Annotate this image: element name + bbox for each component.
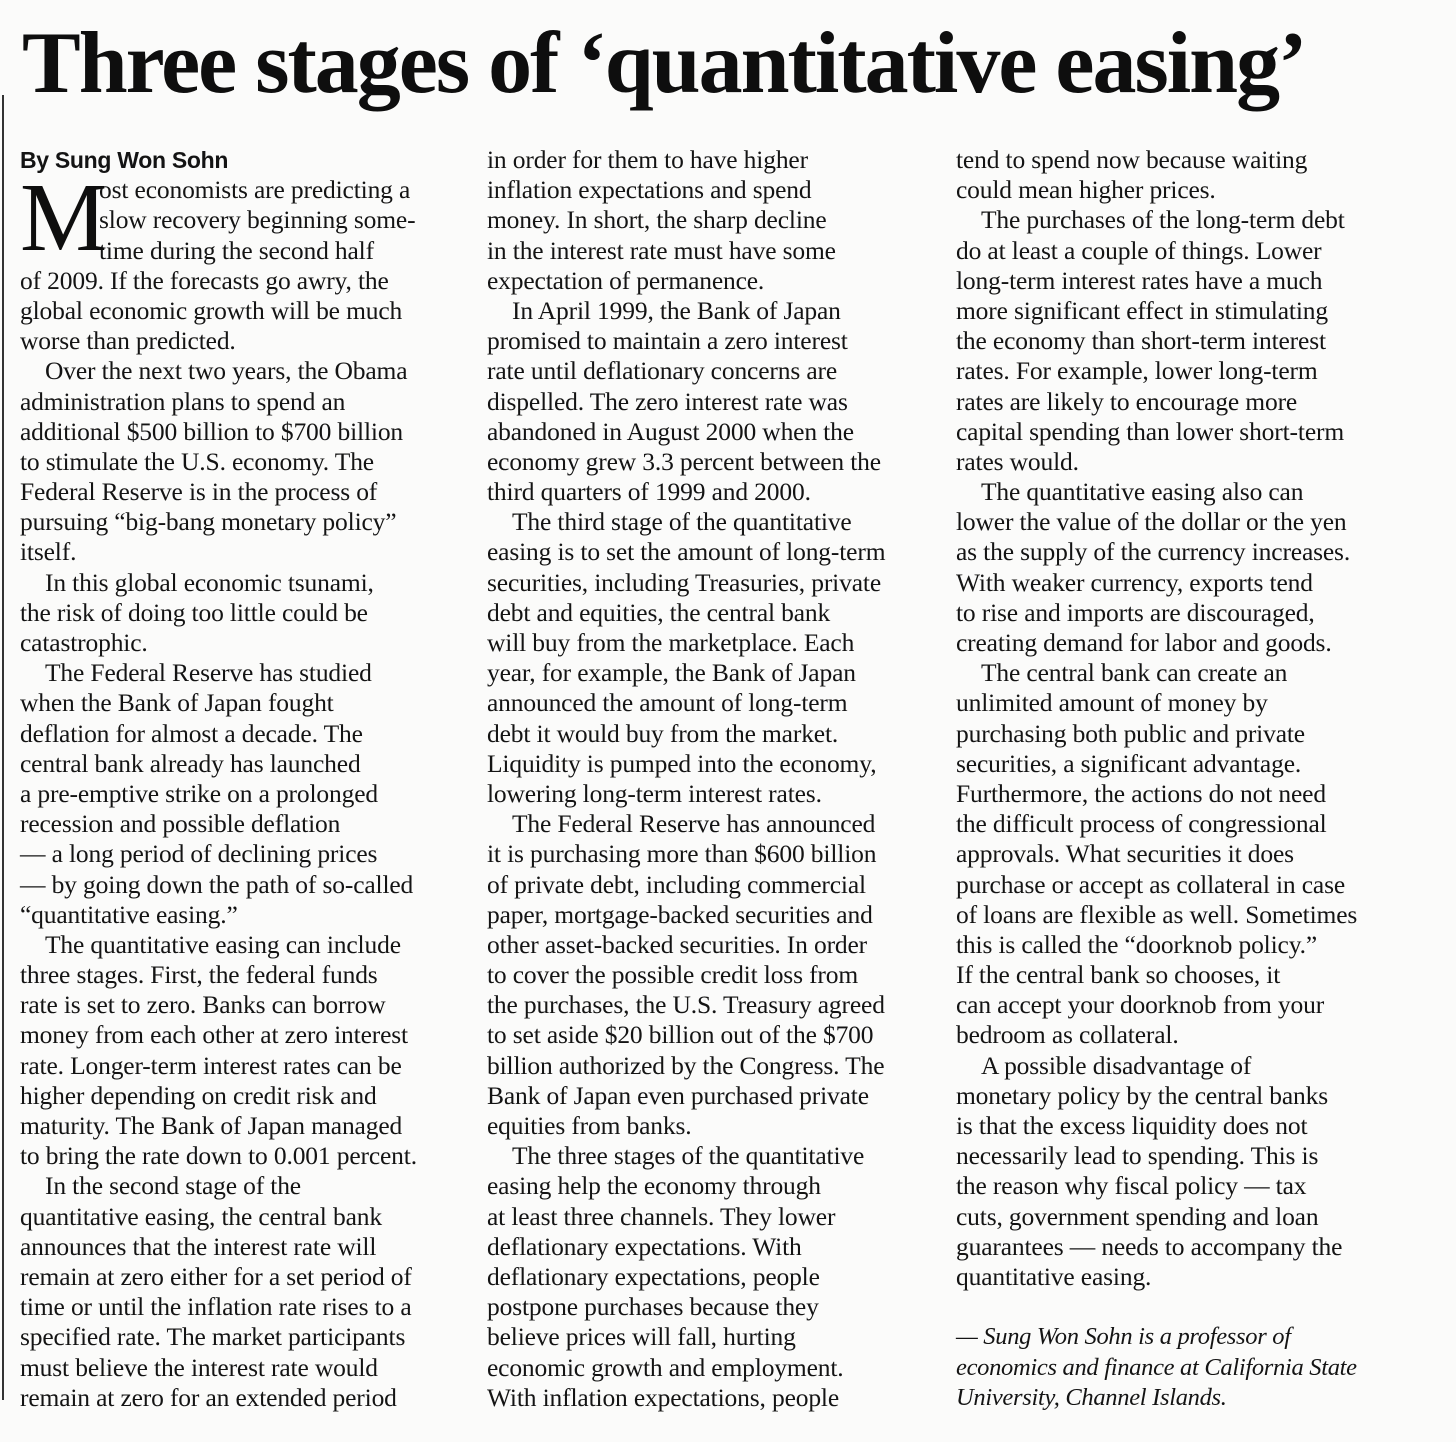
text-line: this is called the “doorknob policy.” [956, 929, 1318, 959]
text-line: pursuing “big-bang monetary policy” [20, 507, 397, 537]
text-line: money. In short, the sharp decline [487, 205, 827, 235]
text-line: The Federal Reserve has studied [45, 658, 372, 688]
text-line: Furthermore, the actions do not need [956, 778, 1326, 808]
text-line: time during the second half [99, 235, 374, 265]
text-line: If the central bank so chooses, it [956, 960, 1281, 990]
text-line: rate until deflationary concerns are [487, 356, 838, 386]
text-line: Over the next two years, the Obama [45, 356, 408, 386]
text-line: slow recovery beginning some- [99, 205, 416, 235]
text-line: itself. [20, 537, 77, 567]
author-credit-line-2: economics and finance at California State [956, 1353, 1357, 1381]
text-line: rates are likely to encourage more [956, 386, 1298, 416]
author-credit-line-3: University, Channel Islands. [956, 1383, 1227, 1411]
text-line: in order for them to have higher [487, 145, 808, 174]
text-line: specified rate. The market participants [20, 1322, 406, 1352]
text-line: Bank of Japan even purchased private [487, 1080, 869, 1110]
text-line: more significant effect in stimulating [956, 295, 1328, 325]
text-line: to cover the possible credit loss from [487, 960, 859, 990]
text-line: quantitative easing, the central bank [20, 1201, 382, 1231]
text-line: to rise and imports are discouraged, [956, 597, 1315, 627]
text-line: long-term interest rates have a much [956, 265, 1323, 295]
text-line: postpone purchases because they [487, 1292, 819, 1322]
text-line: rates. For example, lower long-term [956, 356, 1318, 386]
text-line: purchasing both public and private [956, 718, 1305, 748]
text-line: ost economists are predicting a [99, 175, 411, 205]
text-line: will buy from the marketplace. Each [487, 628, 855, 657]
text-line: securities, a significant advantage. [956, 748, 1302, 778]
text-line: The Federal Reserve has announced [512, 809, 876, 839]
text-line: at least three channels. They lower [487, 1201, 836, 1231]
credit-spacer [956, 1292, 1402, 1322]
text-line: time or until the inflation rate rises to a [20, 1292, 412, 1322]
text-line: to bring the rate down to 0.001 percent. [20, 1141, 417, 1171]
text-line: recession and possible deflation [20, 809, 341, 839]
text-line: rate. Longer-term interest rates can be [20, 1050, 402, 1080]
text-line: to stimulate the U.S. economy. The [20, 446, 374, 476]
text-line: A possible disadvantage of [981, 1050, 1252, 1080]
text-line: when the Bank of Japan fought [20, 688, 334, 718]
text-line: of private debt, including commercial [487, 869, 866, 899]
text-line: deflation for almost a decade. The [20, 718, 363, 748]
text-line: deflationary expectations. With [487, 1231, 802, 1261]
text-line: abandoned in August 2000 when the [487, 416, 854, 446]
text-line: the reason why fiscal policy — tax [956, 1171, 1307, 1201]
text-line: believe prices will fall, hurting [487, 1322, 796, 1352]
text-line: year, for example, the Bank of Japan [487, 658, 856, 688]
text-line: easing is to set the amount of long-term [487, 537, 886, 567]
text-line: — a long period of declining prices [20, 839, 378, 869]
text-line: economy grew 3.3 percent between the [487, 446, 881, 476]
text-line: tend to spend now because waiting [956, 145, 1308, 174]
text-line: economic growth and employment. [487, 1352, 844, 1382]
byline: By Sung Won Sohn [20, 147, 229, 173]
text-line: creating demand for labor and goods. [956, 628, 1332, 657]
column-1-body [20, 164, 468, 1413]
text-line: it is purchasing more than $600 billion [487, 839, 877, 869]
text-line: In April 1999, the Bank of Japan [512, 295, 841, 325]
text-line: to set aside $20 billion out of the $700 [487, 1020, 874, 1050]
text-line: With inflation expectations, people [487, 1382, 840, 1412]
text-line: paper, mortgage-backed securities and [487, 899, 873, 929]
text-line: inflation expectations and spend [487, 175, 812, 205]
text-line: third quarters of 1999 and 2000. [487, 477, 811, 507]
text-line: debt and equities, the central bank [487, 597, 831, 627]
text-line: worse than predicted. [20, 326, 236, 356]
text-line: debt it would buy from the market. [487, 718, 839, 748]
text-line: administration plans to spend an [20, 386, 346, 416]
text-line: promised to maintain a zero interest [487, 326, 848, 356]
text-line: expectation of permanence. [487, 265, 765, 295]
text-line: The three stages of the quantitative [512, 1141, 865, 1171]
text-line: catastrophic. [20, 628, 148, 657]
text-line: cuts, government spending and loan [956, 1201, 1319, 1231]
text-line: lower the value of the dollar or the yen [956, 507, 1347, 537]
text-line: lowering long-term interest rates. [487, 778, 822, 808]
text-line: the purchases, the U.S. Treasury agreed [487, 990, 885, 1020]
text-line: dispelled. The zero interest rate was [487, 386, 848, 416]
text-line: billion authorized by the Congress. The [487, 1050, 885, 1080]
text-line: in the interest rate must have some [487, 235, 836, 265]
text-line: the risk of doing too little could be [20, 597, 368, 627]
text-line: The quantitative easing can include [45, 929, 401, 959]
text-line: easing help the economy through [487, 1171, 821, 1201]
text-line: of loans are flexible as well. Sometimes [956, 899, 1358, 929]
text-line: the economy than short-term interest [956, 326, 1326, 356]
text-line: In this global economic tsunami, [45, 567, 374, 597]
text-line: approvals. What securities it does [956, 839, 1294, 869]
author-credit-line-1: — Sung Won Sohn is a professor of [956, 1323, 1291, 1351]
text-line: remain at zero for an extended period [20, 1382, 397, 1412]
text-line: guarantees — needs to accompany the [956, 1231, 1343, 1261]
text-line: The purchases of the long-term debt [981, 205, 1345, 235]
text-line: remain at zero either for a set period of [20, 1261, 412, 1291]
text-line: announces that the interest rate will [20, 1231, 377, 1261]
column-2-body [487, 145, 939, 1413]
text-line: maturity. The Bank of Japan managed [20, 1111, 403, 1140]
text-line: announced the amount of long-term [487, 688, 848, 718]
text-line: could mean higher prices. [956, 175, 1216, 205]
text-line: money from each other at zero interest [20, 1020, 408, 1050]
drop-cap: M [20, 164, 107, 272]
text-line: unlimited amount of money by [956, 688, 1268, 718]
headline: Three stages of ‘quantitative easing’ [22, 15, 1306, 112]
text-line: global economic growth will be much [20, 295, 403, 325]
text-line: as the supply of the currency increases. [956, 537, 1351, 567]
text-line: “quantitative easing.” [20, 899, 238, 929]
text-line: In the second stage of the [45, 1171, 301, 1201]
text-line: rate is set to zero. Banks can borrow [20, 990, 386, 1020]
text-line: other asset-backed securities. In order [487, 929, 868, 959]
text-line: With weaker currency, exports tend [956, 567, 1313, 597]
text-line: bedroom as collateral. [956, 1020, 1179, 1050]
text-line: The central bank can create an [981, 658, 1288, 688]
text-line: purchase or accept as collateral in case [956, 869, 1346, 899]
text-line: a pre-emptive strike on a prolonged [20, 778, 379, 808]
text-line: additional $500 billion to $700 billion [20, 416, 404, 446]
text-line: equities from banks. [487, 1111, 692, 1140]
text-line: do at least a couple of things. Lower [956, 235, 1322, 265]
text-line: can accept your doorknob from your [956, 990, 1325, 1020]
text-line: monetary policy by the central banks [956, 1080, 1329, 1110]
text-line: is that the excess liquidity does not [956, 1111, 1308, 1140]
text-line: securities, including Treasuries, private [487, 567, 881, 597]
text-line: higher depending on credit risk and [20, 1080, 377, 1110]
article-column-2 [487, 145, 939, 1413]
text-line: three stages. First, the federal funds [20, 960, 378, 990]
text-line: quantitative easing. [956, 1261, 1152, 1291]
text-line: must believe the interest rate would [20, 1352, 378, 1382]
text-line: of 2009. If the forecasts go awry, the [20, 265, 389, 295]
text-line: capital spending than lower short-term [956, 416, 1345, 446]
text-line: — by going down the path of so-called [20, 869, 414, 899]
text-line: the difficult process of congressional [956, 809, 1327, 839]
column-3-body [956, 145, 1402, 1292]
article-column-3 [956, 145, 1402, 1413]
text-line: The third stage of the quantitative [512, 507, 852, 537]
text-line: deflationary expectations, people [487, 1261, 820, 1291]
text-line: Federal Reserve is in the process of [20, 477, 378, 507]
text-line: Liquidity is pumped into the economy, [487, 748, 877, 778]
article-column-1 [20, 145, 468, 1413]
column-rule [2, 95, 4, 1400]
text-line: rates would. [956, 446, 1079, 476]
text-line: The quantitative easing also can [981, 477, 1304, 507]
text-line: central bank already has launched [20, 748, 361, 778]
text-line: necessarily lead to spending. This is [956, 1141, 1319, 1171]
